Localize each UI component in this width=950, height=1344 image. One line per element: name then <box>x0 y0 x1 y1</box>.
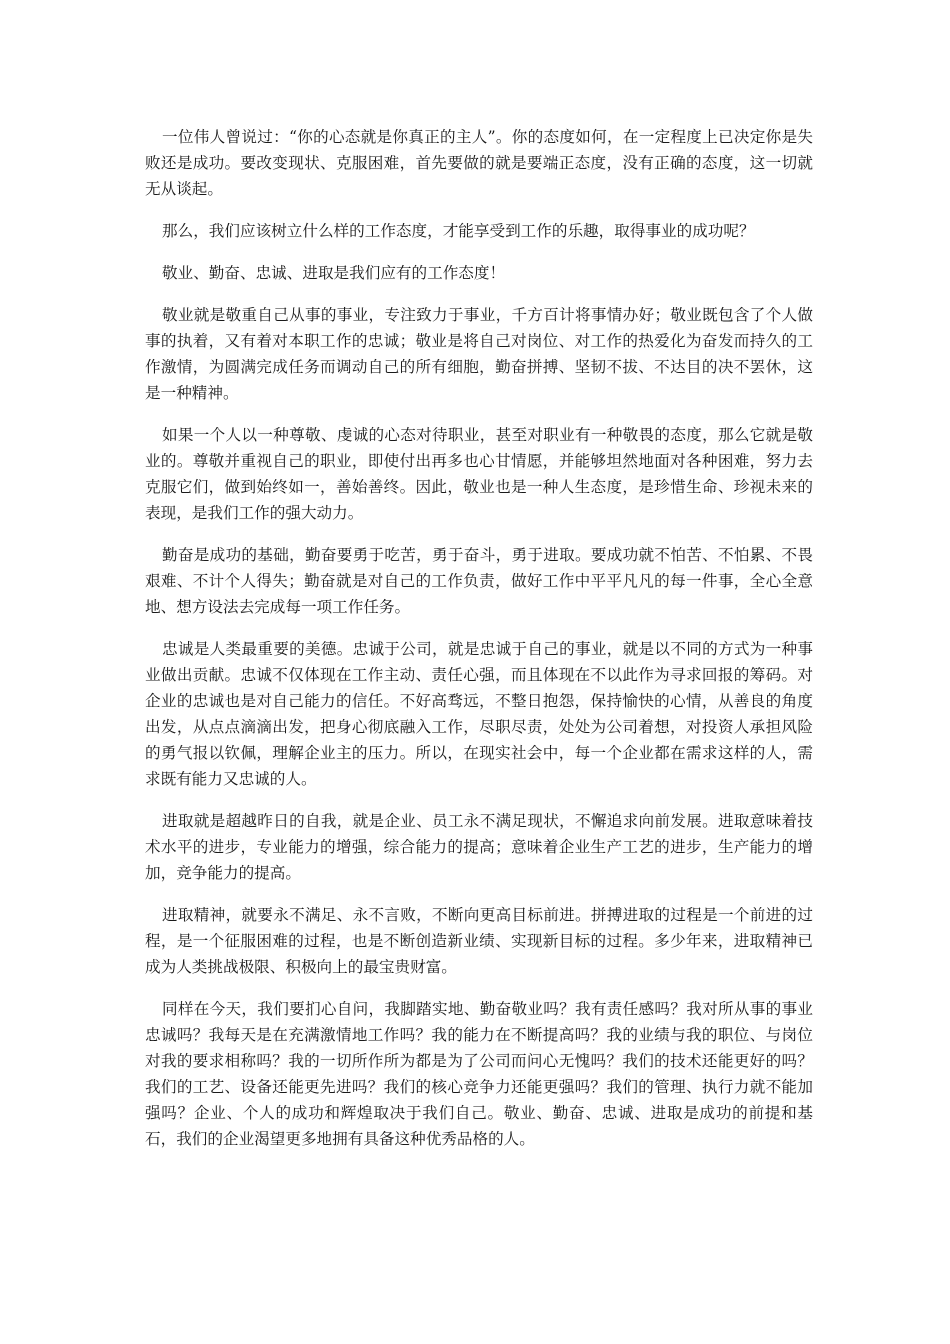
paragraph-dedication: 敬业就是敬重自己从事的事业，专注致力于事业，千方百计将事情办好；敬业既包含了个人做事的执着，又有着对本职工作的忠诚；敬业是将自己对岗位、对工作的热爱化为奋发而持久的工作激情，为圆满完成任务而调动自己的所有细胞，勤奋拼搏、坚韧不拔、不达目的决不罢休，这是一种精神。 <box>145 306 813 402</box>
paragraph-loyalty: 忠诚是人类最重要的美德。忠诚于公司，就是忠诚于自己的事业，就是以不同的方式为一种事业做出贡献。忠诚不仅体现在工作主动、责任心强，而且体现在不以此作为寻求回报的筹码。对企业的忠诚也是对自己能力的信任。不好高骛远，不整日抱怨，保持愉快的心情，从善良的角度出发，从点点滴滴出发，把身心彻底融入工作，尽职尽责，处处为公司着想，对投资人承担风险的勇气报以钦佩，理解企业主的压力。所以，在现实社会中，每一个企业都在需求这样的人，需求既有能力又忠诚的人。 <box>145 640 813 788</box>
paragraph-dedication-attitude: 如果一个人以一种尊敬、虔诚的心态对待职业，甚至对职业有一种敬畏的态度，那么它就是敬业的。尊敬并重视自己的职业，即使付出再多也心甘情愿，并能够坦然地面对各种困难，努力去克服它们，做到始终如一，善始善终。因此，敬业也是一种人生态度，是珍惜生命、珍视未来的表现，是我们工作的强大动力。 <box>145 426 813 522</box>
paragraph-intro-quote: 一位伟人曾说过：“你的心态就是你真正的主人”。你的态度如何，在一定程度上已决定你是失败还是成功。要改变现状、克服困难，首先要做的就是要端正态度，没有正确的态度，这一切就无从谈起。 <box>145 128 813 198</box>
paragraph-self-reflection: 同样在今天，我们要扪心自问，我脚踏实地、勤奋敬业吗？我有责任感吗？我对所从事的事业忠诚吗？我每天是在充满激情地工作吗？我的能力在不断提高吗？我的业绩与我的职位、与岗位对我的要求相称吗？我的一切所作所为都是为了公司而问心无愧吗？我们的技术还能更好的吗？我们的工艺、设备还能更先进吗？我们的核心竞争力还能更强吗？我们的管理、执行力就不能加强吗？企业、个人的成功和辉煌取决于我们自己。敬业、勤奋、忠诚、进取是成功的前提和基石，我们的企业渴望更多地拥有具备这种优秀品格的人。 <box>145 1000 813 1148</box>
paragraph-enterprise-spirit: 进取精神，就要永不满足、永不言败，不断向更高目标前进。拼搏进取的过程是一个前进的过程，是一个征服困难的过程，也是不断创造新业绩、实现新目标的过程。多少年来，进取精神已成为人类挑战极限、积极向上的最宝贵财富。 <box>145 906 813 976</box>
paragraph-diligence: 勤奋是成功的基础，勤奋要勇于吃苦，勇于奋斗，勇于进取。要成功就不怕苦、不怕累、不畏艰难、不计个人得失；勤奋就是对自己的工作负责，做好工作中平平凡凡的每一件事，全心全意地、想方设法去完成每一项工作任务。 <box>145 546 813 616</box>
paragraph-thesis: 敬业、勤奋、忠诚、进取是我们应有的工作态度！ <box>162 264 506 282</box>
paragraph-enterprise: 进取就是超越昨日的自我，就是企业、员工永不满足现状，不懈追求向前发展。进取意味着技术水平的进步，专业能力的增强，综合能力的提高；意味着企业生产工艺的进步，生产能力的增加，竞争能力的提高。 <box>145 812 813 882</box>
document-body <box>145 124 813 1168</box>
paragraph-question: 那么，我们应该树立什么样的工作态度，才能享受到工作的乐趣，取得事业的成功呢？ <box>162 222 755 240</box>
